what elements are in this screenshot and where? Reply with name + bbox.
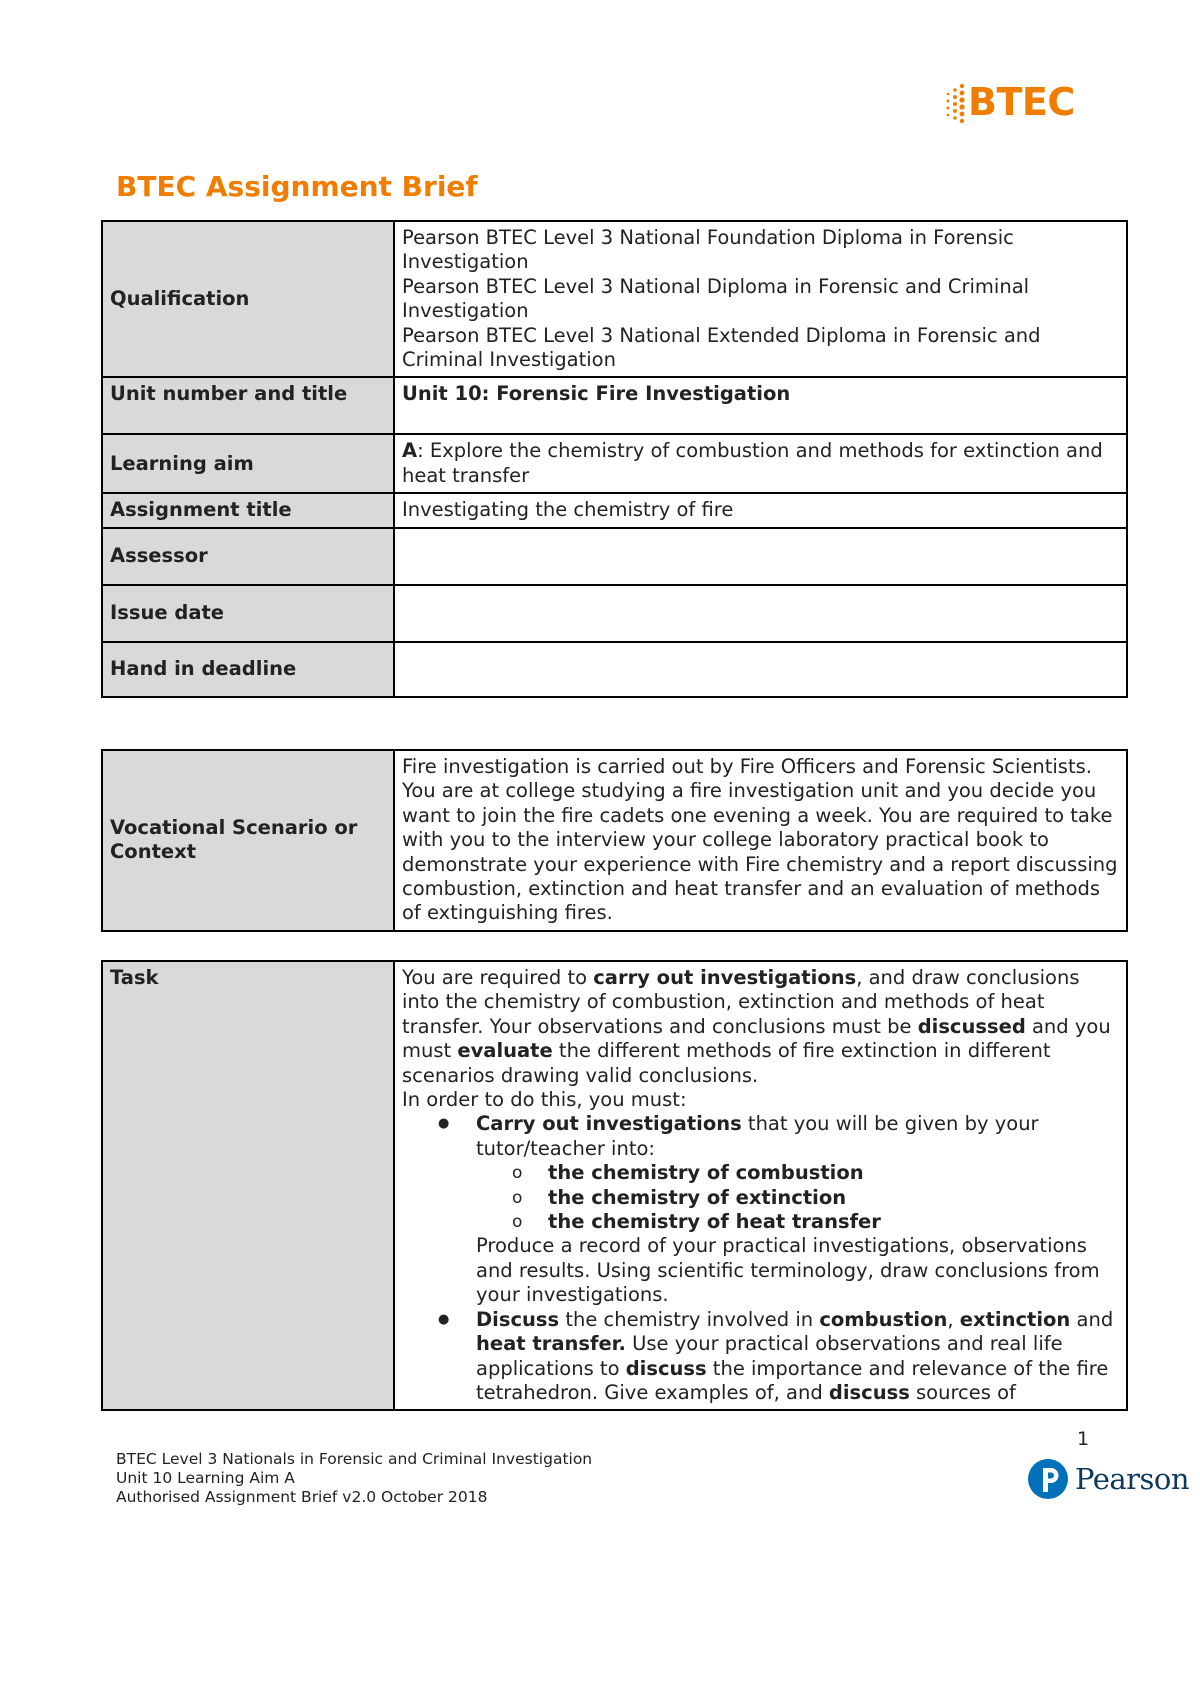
assessor-value — [394, 528, 1127, 585]
task-intro-bold: carry out investigations — [593, 966, 857, 989]
details-table — [101, 220, 1128, 698]
bullet-bold: combustion — [819, 1307, 948, 1331]
task-content — [394, 961, 1127, 1410]
bullet-bold: heat transfer. — [476, 1332, 626, 1356]
learning-aim-label: Learning aim — [102, 434, 394, 493]
task-row — [102, 961, 1127, 1410]
document-title: BTEC Assignment Brief — [116, 170, 478, 203]
qualification-line: Pearson BTEC Level 3 National Diploma in Forensic and Criminal Investigation — [402, 274, 1030, 323]
bullet-bold: Discuss — [476, 1307, 560, 1331]
bullet-bold: Carry out investigations — [476, 1112, 742, 1136]
footer-line: BTEC Level 3 Nationals in Forensic and Criminal Investigation — [116, 1450, 593, 1468]
task-intro-text: , and draw conclusions into the chemistry of combustion, extinction and methods of heat transfer. Your observations and conclusions must be — [402, 966, 1080, 1038]
task-table — [101, 960, 1128, 1411]
task-intro — [402, 966, 1119, 1088]
bullet-text: , — [947, 1307, 960, 1331]
bullet-text: that you will be given by your tutor/teacher into: — [476, 1112, 1039, 1160]
learning-aim-letter: A — [402, 439, 418, 463]
unit-row — [102, 377, 1127, 434]
btec-logo — [944, 78, 1094, 126]
task-intro-text: You are required to — [402, 966, 594, 989]
task-subitem: o the chemistry of combustion — [548, 1161, 1119, 1185]
qualification-row — [102, 221, 1127, 377]
scenario-text: Fire investigation is carried out by Fire Officers and Forensic Scientists. You are at college studying a fire investigation unit and you decide you want to join the fire cadets one evening a week. You are required to take with you to the interview your college laboratory practical book to demonstrate your experience with Fire chemistry and a report discussing combustion, extinction and heat transfer and an evaluation of methods of extinguishing fires. — [394, 750, 1127, 931]
task-intro-bold: evaluate — [457, 1039, 553, 1063]
learning-aim-row — [102, 434, 1127, 493]
bullet-text: and — [1070, 1307, 1114, 1331]
assignment-title-value: Investigating the chemistry of fire — [394, 493, 1127, 527]
btec-dots-icon — [944, 80, 966, 124]
task-bullet-item — [476, 1112, 1119, 1307]
qualification-label: Qualification — [102, 221, 394, 377]
deadline-value — [394, 642, 1127, 697]
qualification-line: Pearson BTEC Level 3 National Extended Diploma in Forensic and Criminal Investigation — [402, 323, 1041, 372]
bullet-bold: extinction — [959, 1307, 1071, 1331]
learning-aim-value — [394, 434, 1127, 493]
task-subitem: o the chemistry of heat transfer — [548, 1210, 1119, 1234]
btec-logo-text: BTEC — [968, 80, 1075, 124]
learning-aim-text: : Explore the chemistry of combustion and methods for extinction and heat transfer — [402, 439, 1103, 487]
assessor-label: Assessor — [102, 528, 394, 585]
pearson-logo-text: Pearson — [1075, 1462, 1190, 1496]
task-bullet-list — [402, 1112, 1119, 1405]
assignment-title-label: Assignment title — [102, 493, 394, 527]
task-intro-text: and you must — [402, 1014, 1111, 1063]
page-number: 1 — [1077, 1428, 1090, 1450]
assessor-row — [102, 528, 1127, 585]
deadline-row — [102, 642, 1127, 697]
bullet-text: the importance and relevance of the fire tetrahedron. Give examples of, and — [476, 1356, 1109, 1404]
footer-line: Authorised Assignment Brief v2.0 October 2018 — [116, 1488, 488, 1506]
assignment-title-row — [102, 493, 1127, 527]
pearson-logo — [1027, 1458, 1189, 1500]
unit-value: Unit 10: Forensic Fire Investigation — [394, 377, 1127, 434]
task-label: Task — [102, 961, 394, 1410]
bullet-after-text: Produce a record of your practical investigations, observations and results. Using scientific terminology, draw conclusions from your investigations. — [476, 1234, 1100, 1307]
issue-date-value — [394, 585, 1127, 642]
task-subitem: o the chemistry of extinction — [548, 1186, 1119, 1210]
bullet-text: Use your practical observations and real life applications to — [476, 1332, 1063, 1380]
qualification-line: Pearson BTEC Level 3 National Foundation Diploma in Forensic Investigation — [402, 226, 1014, 274]
unit-label: Unit number and title — [102, 377, 394, 434]
issue-date-row — [102, 585, 1127, 642]
bullet-bold: discuss — [828, 1380, 910, 1404]
pearson-p-icon — [1027, 1458, 1069, 1500]
qualification-value — [394, 221, 1127, 377]
task-subitem-list — [476, 1161, 1119, 1234]
bullet-text: sources of — [909, 1380, 1016, 1404]
task-bullet-item — [476, 1308, 1119, 1406]
footer-line: Unit 10 Learning Aim A — [116, 1469, 295, 1487]
bullet-bold: discuss — [625, 1356, 707, 1380]
bullet-text: the chemistry involved in — [559, 1307, 820, 1331]
issue-date-label: Issue date — [102, 585, 394, 642]
task-intro-bold: discussed — [917, 1014, 1026, 1038]
footer-text — [116, 1450, 592, 1507]
task-intro-text: the different methods of fire extinction in different scenarios drawing valid conclusions. — [402, 1039, 1051, 1087]
deadline-label: Hand in deadline — [102, 642, 394, 697]
scenario-table — [101, 749, 1128, 932]
scenario-label: Vocational Scenario or Context — [102, 750, 394, 931]
task-in-order: In order to do this, you must: — [402, 1088, 687, 1112]
scenario-row — [102, 750, 1127, 931]
